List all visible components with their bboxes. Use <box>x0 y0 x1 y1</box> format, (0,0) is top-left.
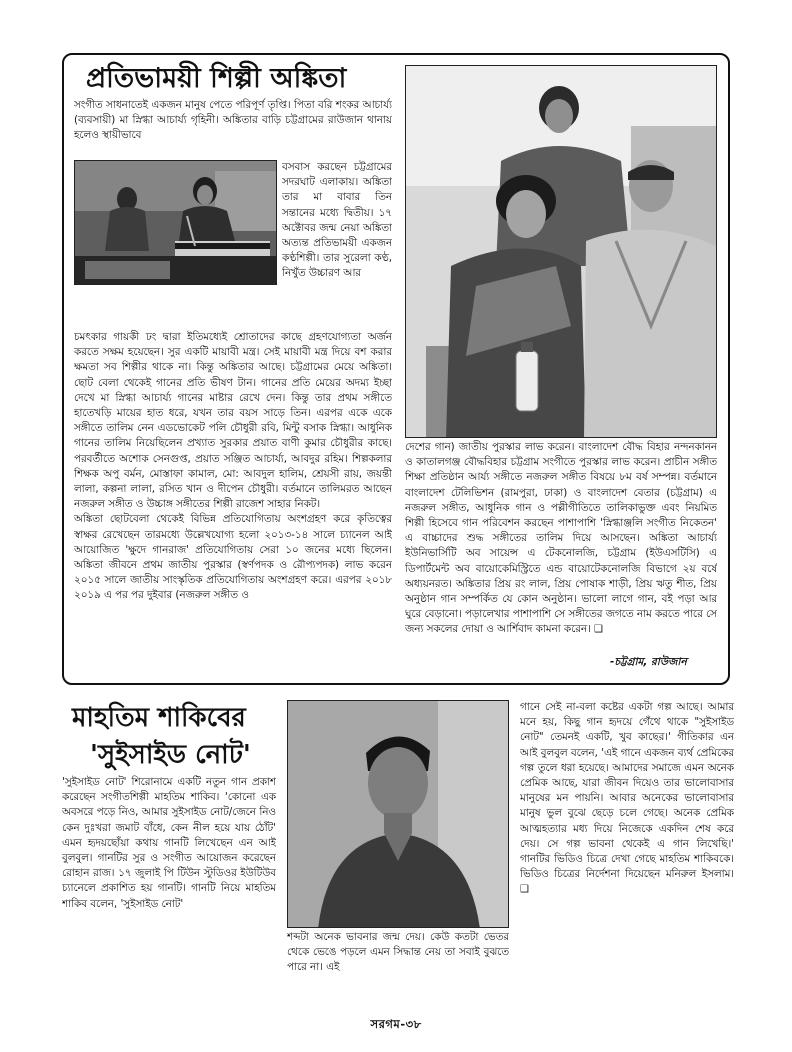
performance-photo-image <box>75 161 277 285</box>
article1-credit: -চট্টগ্রাম, রাউজান <box>610 656 687 668</box>
family-photo-image <box>406 66 717 438</box>
article1-intro-text: সংগীত সাধনাতেই একজন মানুষ পেতে পরিপূর্ণ তৃপ্তি। পিতা বরি শংকর আচার্য্য (ব্যবসায়ী) মা স্নিগ্ধা আচার্য্য গৃহিনী। অঙ্কিতার বাড়ি চট্টগ্রামের রাউজান থানায় হলেও স্থায়ীভাবে <box>74 99 392 142</box>
article1-side-text: বসবাস করছেন চট্টগ্রামের সদরঘাট এলাকায়। অঙ্কিতা তার মা বাবার তিন সন্তানের মধ্যে দ্বিতীয়। ১৭ অক্টোবর জন্ম নেয়া অঙ্কিতা অত্যন্ত প্রতিভাময়ী একজন কণ্ঠশিল্পী। তার সুরেলা কণ্ঠ, নিখুঁত উচ্চারণ আর <box>282 161 392 280</box>
article1-main-text: চমৎকার গায়কী ঢং দ্বারা ইতিমধ্যেই শ্রোতাদের কাছে গ্রহণযোগ্যতা অর্জন করতে সক্ষম হয়েছেন। সুর একটি মায়াবী মন্ত্র। সেই মায়াবী মন্ত্র দিয়ে বশ করার ক্ষমতা সব শিল্পীর থাকে না। কিন্তু অঙ্কিতার আছে। চট্টগ্রামের মেয়ে অঙ্কিতা। ছোট বেলা থেকেই গানের প্রতি ভীষণ টান। গানের প্রতি মেয়ের অদম্য ইচ্ছা দেখে মা স্নিগ্ধা আচার্য্য গানের মাষ্টার রেখে দেন। কিন্তু তার প্রথম সঙ্গীতে হাতেখড়ি মায়ের হাত ধরে, যখন তার বয়স সাড়ে তিন। এরপর একে একে সঙ্গীতে তালিম নেন এডভোকেট পলি চৌধুরী রবি, মিন্টু বসাক স্নিগ্ধা। আধুনিক গানের তালিম নিয়েছিলেন প্রখ্যাত সুরকার প্রয়াত বাণী কুমার চৌধুরীর কাছে। পরবর্তীতে অশোক সেনগুপ্ত, প্রয়াত সঞ্জিত আচার্য্য, আবদুর রহিম। শিল্পকলার শিক্ষক অপু বর্মন, মোস্তাফা কামাল, মো: আবদুল হালিম, শ্রেয়সী রায়, জয়ন্তী লালা, কল্পনা লালা, রসিত খান ও দীপেন চৌধুরী। বর্তমানে তালিমরত আছেন নজরুল সঙ্গীত ও উচ্চাঙ্গ সঙ্গীতের শিল্পী রাজেশ সাহার নিকট। অঙ্কিতা ছোটবেলা থেকেই বিভিন্ন প্রতিযোগিতায় অংশগ্রহণ করে কৃতিত্বের স্বাক্ষর রেখেছেন তারমধ্যে উল্লেখযোগ্য হলো ২০১৩-১৪ সালে চ্যানেল আই আয়োজিত 'ক্ষুদে গানরাজ' প্রতিযোগিতায় সেরা ১০ জনের মধ্যে ছিলেন। অঙ্কিতা জীবনে প্রথম জাতীয় পুরস্কার (স্বর্ণপদক ও রৌপ্যপদক) লাভ করেন ২০১৫ সালে জাতীয় সাংস্কৃতিক প্রতিযোগিতায় অংশগ্রহণ করে। এরপর ২০১৮ ২০১৯ এ পর পর দুইবার (নজরুল সঙ্গীত ও <box>74 331 392 602</box>
article1-right-text: দেশের গান) জাতীয় পুরস্কার লাভ করেন। বাংলাদেশ বৌদ্ধ বিহার নন্দনকানন ও কাতালগঞ্জ বৌদ্ধবিহার চট্টগ্রাম সংগীতে পুরস্কার লাভ করেন। প্রাচীন সঙ্গীত শিক্ষা প্রতিষ্ঠান আর্য্য সঙ্গীতে নজরুল সঙ্গীত বিষয়ে ৮ম বর্ষ সম্পন্ন। বর্তমানে বাংলাদেশ টেলিভিশন (রামপুরা, ঢাকা) ও বাংলাদেশ বেতার (চট্টগ্রাম) এ নজরুল সঙ্গীত, আধুনিক গান ও পল্লীগীতিতে তালিকাভুক্ত এবং নিয়মিত শিল্পী হিসেবে গান পরিবেশন করছেন পাশাপাশি 'স্নিগ্ধাঞ্জলি সংগীত নিকেতন' এ বাচ্চাদের শুদ্ধ সঙ্গীতের তালিম দিয়ে আসছেন। অঙ্কিতা আচার্য্য ইউনিভার্সিটি অব সায়েন্স এ টেকনোলজি, চট্টগ্রাম (ইউএসটিসি) এ ডিপার্টমেন্ট অব বায়োকেমিস্ট্রিতে এন্ড বায়োটেকনোলজি বিভাগে ২য় বর্ষে অধ্যয়নরত। অঙ্কিতার প্রিয় রং লাল, প্রিয় পোষাক শাড়ী, প্রিয় ঋতু শীত, প্রিয় অনুষ্ঠান গান সম্পর্কিত যে কোন অনুষ্ঠান। ভালো লাগে গান, বই পড়া আর ঘুরে বেড়ানো। পড়ালেখার পাশাপাশি সে সঙ্গীতের জগতে নাম করতে পারে সে জন্য সকলের দোয়া ও আর্শিবাদ কামনা করেন। ❑ <box>405 441 717 636</box>
article2-col2-text: শব্দটা অনেক ভাবনার জন্ম দেয়। কেউ কতটা ভেতর থেকে ভেঙে পড়লে এমন সিদ্ধান্ত নেয় তা সবাই বুঝতে পারে না। এই <box>287 931 509 974</box>
end-mark-icon: ❑ <box>594 624 603 636</box>
performance-photo <box>74 160 277 285</box>
page-number: সরগম-৩৮ <box>370 1017 422 1031</box>
article1-title: প্রতিভাময়ী শিল্পী অঙ্কিতা <box>86 63 347 94</box>
singer-portrait-photo <box>287 700 509 928</box>
article2-col1-text: 'সুইসাইড নোট' শিরোনামে একটি নতুন গান প্রকাশ করেছেন সংগীতশিল্পী মাহতিম শাকিব। 'কোনো এক অবসরে পড়ে নিও, আমার সুইসাইড নোট/জেনে নিও কেন দুঃখরা জমাট বাঁধে, কেন নীল হয়ে যায় ঠোঁট' এমন হৃদয়ছোঁয়া কথায় গানটি লিখেছেন এন আই বুলবুল। গানটির সুর ও সংগীত আয়োজন করেছেন রোহান রাজ। ১৭ জুলাই পি টিউন স্টুডিওর ইউটিউব চ্যানেলে প্রকাশিত হয় গানটি। গানটি নিয়ে মাহতিম শাকিব বলেন, 'সুইসাইড নোট' <box>62 776 276 910</box>
singer-portrait-image <box>288 701 509 928</box>
article2-title-line1: মাহতিম শাকিবের <box>72 703 246 733</box>
family-photo <box>405 65 717 438</box>
article2-col3-text: গানে সেই না-বলা কষ্টের একটা গল্প আছে। আমার মনে হয়, কিছু গান হৃদয়ে গেঁথে থাকে "সুইসাইড নোট" তেমনই একটি, খুব কাছের।' গীতিকার এন আই বুলবুল বলেন, 'এই গানে একজন ব্যর্থ প্রেমিকের গল্প তুলে ধরা হয়েছে। আমাদের সমাজে এমন অনেক প্রেমিক আছে, যারা জীবন দিয়েও তার ভালোবাসার মানুষের মন পায়নি। আবার অনেকের ভালোবাসার মানুষ ভুল বুঝে ছেড়ে চলে গেছে। অনেক প্রেমিক আত্মহত্যার মধ্য দিয়ে নিজেকে একদিন শেষ করে দেয়। সে গল্প ভাবনা থেকেই এ গান লিখেছি।' গানটির ভিডিও চিত্রে দেখা গেছে মাহতিম শাকিবকে। ভিডিও চিত্রের নির্দেশনা দিয়েছেন মনিরুল ইসলাম। ❑ <box>520 701 734 896</box>
article2-title-line2: 'সুইসাইড নোট' <box>90 740 251 770</box>
end-mark-icon: ❑ <box>520 884 529 896</box>
